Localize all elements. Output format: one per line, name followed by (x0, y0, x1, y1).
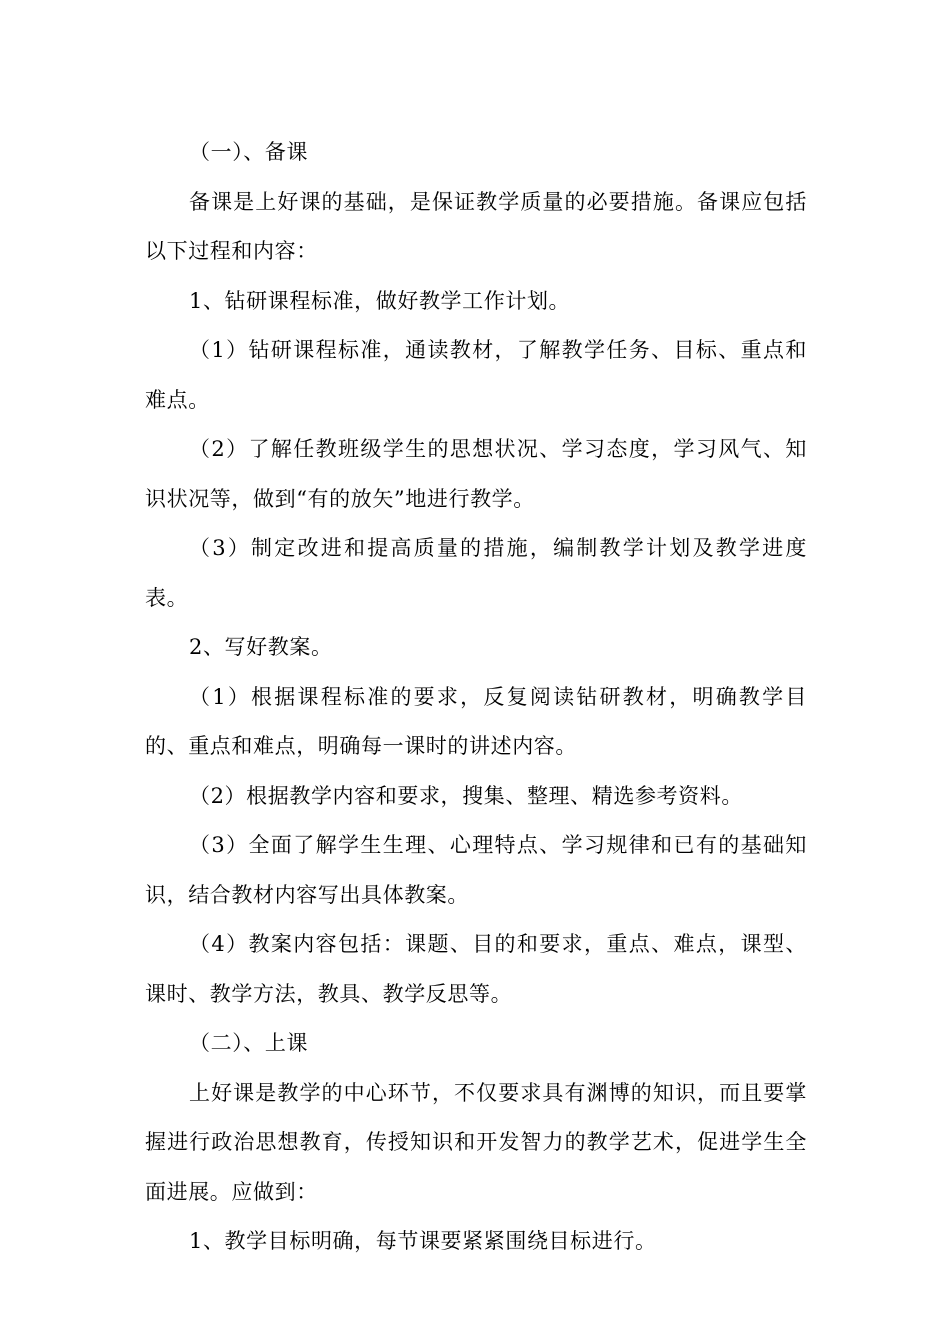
list-item: （3）全面了解学生生理、心理特点、学习规律和已有的基础知识，结合教材内容写出具体教案。 (145, 833, 807, 907)
list-item: （3）制定改进和提高质量的措施，编制教学计划及教学进度表。 (145, 536, 807, 610)
list-item: 2、写好教案。 (189, 635, 333, 659)
list-item: （1）钻研课程标准，通读教材，了解教学任务、目标、重点和难点。 (145, 338, 807, 412)
section-heading-lesson-prep: （一）、备课 (189, 140, 309, 164)
list-item: 1、教学目标明确，每节课要紧紧围绕目标进行。 (189, 1229, 657, 1253)
list-item: （4）教案内容包括：课题、目的和要求，重点、难点，课型、课时、教学方法，教具、教学反思等。 (145, 932, 807, 1006)
paragraph: 备课是上好课的基础，是保证教学质量的必要措施。备课应包括以下过程和内容： (145, 189, 807, 263)
list-item: （2）根据教学内容和要求，搜集、整理、精选参考资料。 (189, 783, 743, 808)
list-item: 1、钻研课程标准，做好教学工作计划。 (189, 288, 571, 313)
list-item: （1）根据课程标准的要求，反复阅读钻研教材，明确教学目的、重点和难点，明确每一课时的讲述内容。 (145, 684, 807, 758)
section-heading-class: （二）、上课 (189, 1031, 309, 1055)
document-body (145, 128, 807, 1267)
list-item: （2）了解任教班级学生的思想状况、学习态度，学习风气、知识状况等，做到“有的放矢”地进行教学。 (145, 437, 807, 511)
paragraph: 上好课是教学的中心环节，不仅要求具有渊博的知识，而且要掌握进行政治思想教育，传授知识和开发智力的教学艺术，促进学生全面进展。应做到： (145, 1080, 807, 1204)
